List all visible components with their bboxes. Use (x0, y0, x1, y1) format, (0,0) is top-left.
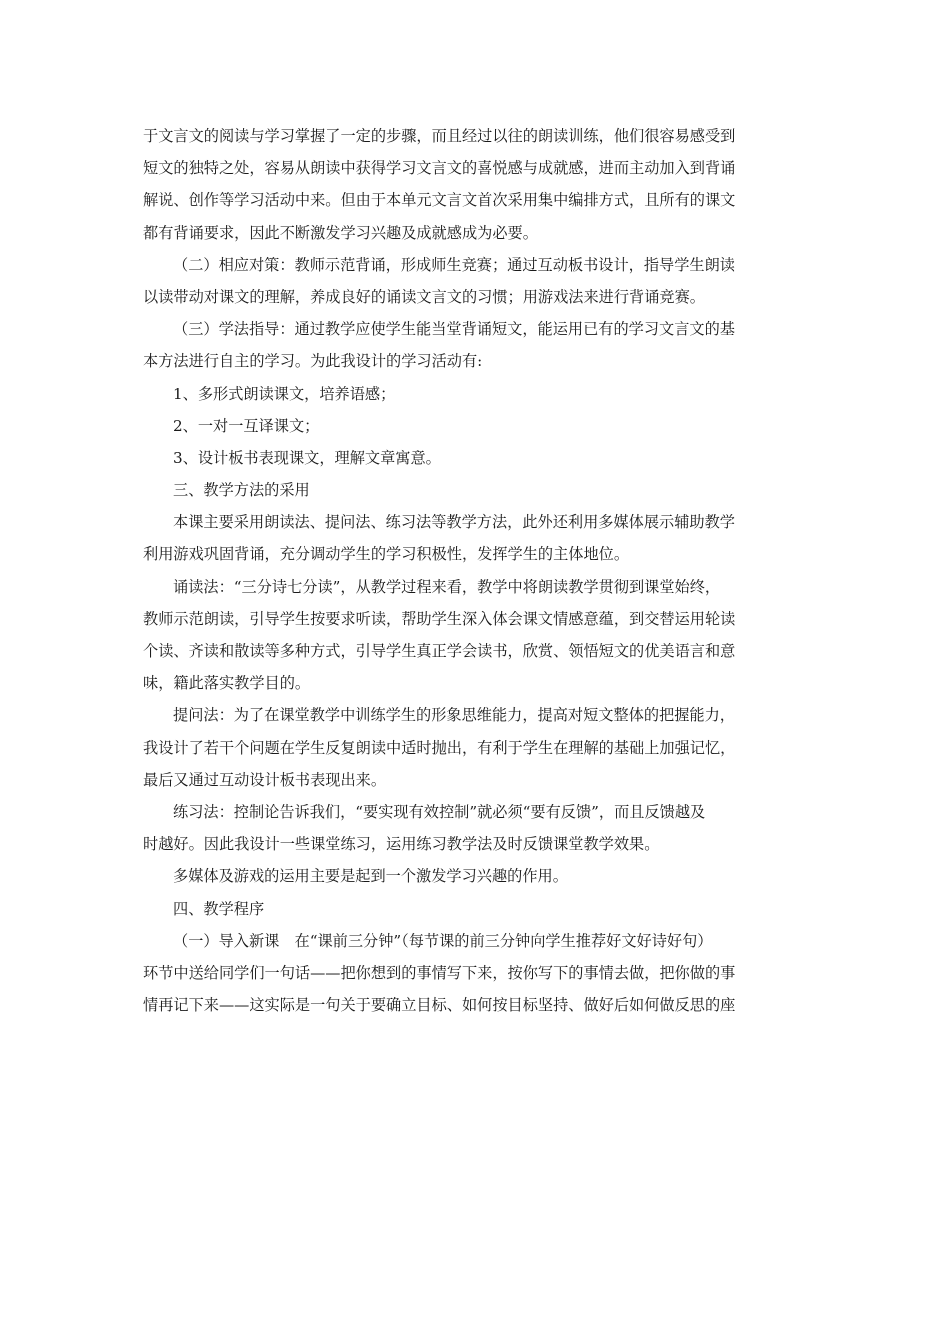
text-line: 本方法进行自主的学习。为此我设计的学习活动有: (143, 352, 483, 371)
section-heading: 四、教学程序 (173, 899, 265, 918)
text-line: （二）相应对策：教师示范背诵，形成师生竞赛；通过互动板书设计，指导学生朗读 (173, 255, 735, 274)
text-line: 教师示范朗读，引导学生按要求听读，帮助学生深入体会课文情感意蕴，到交替运用轮读 (143, 609, 736, 628)
text-line: 环节中送给同学们一句话——把你想到的事情写下来，按你写下的事情去做，把你做的事 (143, 963, 736, 982)
text-line: 都有背诵要求，因此不断激发学习兴趣及成就感成为必要。 (143, 223, 538, 242)
text-line: 诵读法：“三分诗七分读”，从教学过程来看，教学中将朗读教学贯彻到课堂始终， (173, 577, 721, 596)
text-line: 味，籍此落实教学目的。 (143, 674, 311, 693)
text-line: 多媒体及游戏的运用主要是起到一个激发学习兴趣的作用。 (173, 867, 568, 886)
list-item: 1、多形式朗读课文，培养语感； (173, 384, 396, 403)
text-line: 我设计了若干个问题在学生反复朗读中适时抛出，有利于学生在理解的基础上加强记忆， (143, 738, 736, 757)
text-line: 短文的独特之处，容易从朗读中获得学习文言文的喜悦感与成就感，进而主动加入到背诵 (143, 159, 736, 178)
text-line: 情再记下来——这实际是一句关于要确立目标、如何按目标坚持、做好后如何做反思的座 (143, 996, 736, 1015)
text-line: （一）导入新课 在“课前三分钟”（每节课的前三分钟向学生推荐好文好诗好句） (173, 931, 713, 950)
text-line: 时越好。因此我设计一些课堂练习，运用练习教学法及时反馈课堂教学效果。 (143, 835, 660, 854)
list-item: 2、一对一互译课文； (173, 416, 320, 435)
text-line: 利用游戏巩固背诵，充分调动学生的学习积极性，发挥学生的主体地位。 (143, 545, 629, 564)
document-page (143, 120, 813, 1021)
text-line: （三）学法指导：通过教学应使学生能当堂背诵短文，能运用已有的学习文言文的基 (173, 320, 735, 339)
text-line: 练习法：控制论告诉我们，“要实现有效控制”就必须“要有反馈”，而且反馈越及 (173, 802, 706, 821)
text-line: 提问法：为了在课堂教学中训练学生的形象思维能力，提高对短文整体的把握能力， (173, 706, 735, 725)
list-item: 3、设计板书表现课文，理解文章寓意。 (173, 448, 441, 467)
text-line: 个读、齐读和散读等多种方式，引导学生真正学会读书，欣赏、领悟短文的优美语言和意 (143, 642, 736, 660)
text-line: 解说、创作等学习活动中来。但由于本单元文言文首次采用集中编排方式，且所有的课文 (143, 191, 736, 210)
text-line: 以读带动对课文的理解，养成良好的诵读文言文的习惯；用游戏法来进行背诵竞赛。 (143, 287, 705, 306)
text-line: 本课主要采用朗读法、提问法、练习法等教学方法，此外还利用多媒体展示辅助教学 (173, 513, 735, 532)
text-line: 于文言文的阅读与学习掌握了一定的步骤，而且经过以往的朗读训练，他们很容易感受到 (143, 127, 736, 145)
section-heading: 三、教学方法的采用 (173, 481, 310, 500)
text-line: 最后又通过互动设计板书表现出来。 (143, 770, 386, 789)
